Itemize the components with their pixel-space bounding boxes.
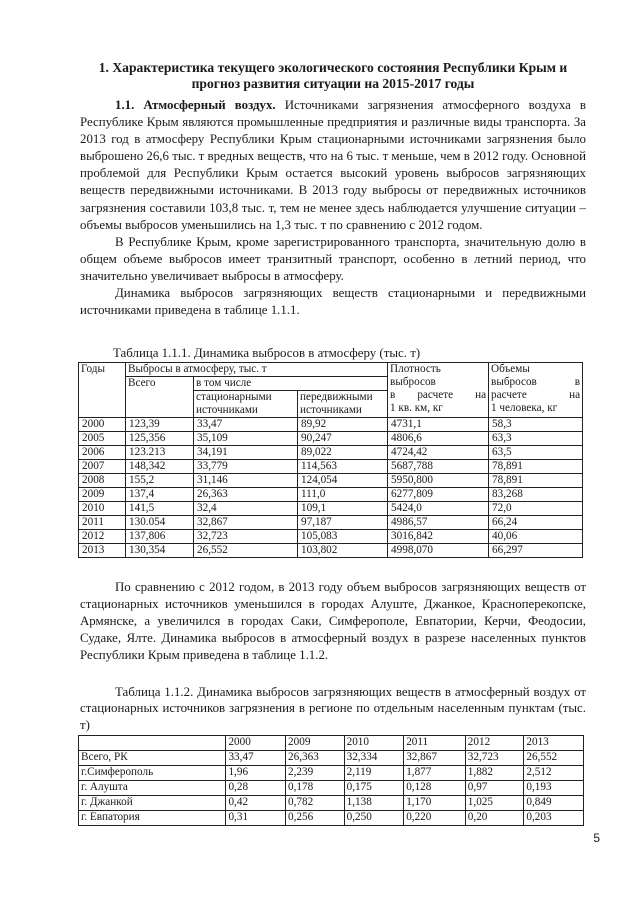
settlements-header-blank	[79, 736, 226, 751]
table-cell: 0,97	[465, 781, 524, 796]
table-cell: 1,025	[465, 796, 524, 811]
table-cell: 0,256	[286, 811, 345, 826]
table-cell: 2008	[79, 474, 126, 488]
table-cell: 0,849	[524, 796, 584, 811]
table-cell: 4806,6	[388, 432, 489, 446]
table-cell: 114,563	[298, 460, 388, 474]
table2-caption-block	[80, 684, 586, 733]
table-cell: 83,268	[489, 488, 583, 502]
table-cell: 1,882	[465, 766, 524, 781]
volume-word-vybrosov: выбросов	[491, 376, 537, 388]
volume-word-na: на	[569, 389, 581, 401]
table-cell: 125,356	[126, 432, 194, 446]
table-cell: 0,42	[226, 796, 286, 811]
table-row	[79, 530, 583, 544]
table-cell: 2012	[79, 530, 126, 544]
table-cell: 2000	[79, 418, 126, 432]
subsection-title: 1.1. Атмосферный воздух.	[115, 98, 276, 112]
table-cell: 4731,1	[388, 418, 489, 432]
table-row	[79, 502, 583, 516]
table-cell: 66,297	[489, 544, 583, 558]
table-cell: 32,334	[344, 751, 404, 766]
table-cell: 89,022	[298, 446, 388, 460]
table-cell: 2005	[79, 432, 126, 446]
table-cell: 4986,57	[388, 516, 489, 530]
table-cell: 155,2	[126, 474, 194, 488]
density-word-raschete: расчете	[417, 389, 454, 401]
density-line-3	[390, 389, 486, 402]
table-cell: 0,250	[344, 811, 404, 826]
table-cell: 137,806	[126, 530, 194, 544]
density-line-1: Плотность	[390, 363, 441, 375]
table-cell: 32,867	[404, 751, 466, 766]
table-cell: 5950,800	[388, 474, 489, 488]
paragraph-4-block	[80, 579, 586, 664]
table-cell: 2,239	[286, 766, 345, 781]
table-cell: 63,3	[489, 432, 583, 446]
emissions-table	[78, 362, 583, 558]
table-row	[79, 418, 583, 432]
table-cell: 6277,809	[388, 488, 489, 502]
table-cell: 103,802	[298, 544, 388, 558]
table-cell: 137,4	[126, 488, 194, 502]
year-header: 2013	[524, 736, 584, 751]
stationary-line-2: источниками	[196, 404, 258, 416]
table-cell: 4998,070	[388, 544, 489, 558]
table-cell: 0,193	[524, 781, 584, 796]
header-total: Всего	[126, 377, 194, 418]
paragraph-1	[80, 97, 586, 234]
table-cell: 0,175	[344, 781, 404, 796]
table-cell: 32,723	[194, 530, 298, 544]
settlement-name: Всего, РК	[79, 751, 226, 766]
volume-line-4: 1 человека, кг	[491, 402, 558, 414]
volume-word-raschete: расчете	[491, 389, 527, 401]
density-word-v: в	[390, 389, 396, 401]
table-cell: 1,170	[404, 796, 466, 811]
table-cell: 2,119	[344, 766, 404, 781]
table-cell: 0,128	[404, 781, 466, 796]
header-mobile	[298, 391, 388, 418]
settlements-table	[78, 735, 584, 826]
table-cell: 32,723	[465, 751, 524, 766]
table-row	[79, 811, 584, 826]
table-cell: 32,867	[194, 516, 298, 530]
table-cell: 58,3	[489, 418, 583, 432]
table-cell: 26,552	[524, 751, 584, 766]
settlement-name: г. Алушта	[79, 781, 226, 796]
heading-line-2: прогноз развития ситуации на 2015-2017 годы	[191, 76, 475, 91]
table-cell: 72,0	[489, 502, 583, 516]
table-cell: 1,96	[226, 766, 286, 781]
table-row	[79, 544, 583, 558]
table-cell: 78,891	[489, 474, 583, 488]
table-cell: 0,31	[226, 811, 286, 826]
year-header: 2009	[286, 736, 345, 751]
table-cell: 32,4	[194, 502, 298, 516]
header-volume	[489, 363, 583, 418]
volume-word-v: в	[574, 376, 581, 388]
table-cell: 124,054	[298, 474, 388, 488]
table-row	[79, 751, 584, 766]
table-cell: 0,178	[286, 781, 345, 796]
paragraph-1-text: Источниками загрязнения атмосферного воздуха в Республике Крым являются промышленные предприятия и различные виды транспорта. За 2013 год в атмосферу Республики Крым стационарными источниками загрязнения было выброшено 26,6 тыс. т вредных веществ, что на 6 тыс. т меньше, чем в 2012 году. Основной проблемой для Республики Крым остается высокий уровень выбросов загрязняющих веществ передвижными источниками. В 2013 году выбросы от передвижных источников загрязнения составили 103,8 тыс. т, тем не менее здесь наблюдается улучшение ситуации – объемы выбросов уменьшились на 1,3 тыс. т по сравнению с 2012 годом.	[80, 98, 586, 232]
table-cell: 90,247	[298, 432, 388, 446]
table-cell: 2013	[79, 544, 126, 558]
table-cell: 89,92	[298, 418, 388, 432]
header-stationary	[194, 391, 298, 418]
section-heading	[78, 60, 588, 92]
settlement-name: г.Симферополь	[79, 766, 226, 781]
year-header: 2000	[226, 736, 286, 751]
table-cell: 1,138	[344, 796, 404, 811]
table-cell: 26,363	[286, 751, 345, 766]
table-cell: 2006	[79, 446, 126, 460]
table-row	[79, 474, 583, 488]
table-cell: 105,083	[298, 530, 388, 544]
table-cell: 26,363	[194, 488, 298, 502]
table-cell: 5424,0	[388, 502, 489, 516]
table-cell: 0,220	[404, 811, 466, 826]
header-years: Годы	[79, 363, 126, 418]
table-cell: 123,39	[126, 418, 194, 432]
table-cell: 34,191	[194, 446, 298, 460]
mobile-line-2: источниками	[300, 404, 362, 416]
table2-caption: Таблица 1.1.2. Динамика выбросов загрязняющих веществ в атмосферный воздух от стационарных источников загрязнения в регионе по отдельным населенным пунктам (тыс. т)	[80, 685, 586, 732]
table-cell: 130,354	[126, 544, 194, 558]
year-header: 2011	[404, 736, 466, 751]
table-cell: 2009	[79, 488, 126, 502]
table-row	[79, 516, 583, 530]
table-cell: 130.054	[126, 516, 194, 530]
table-cell: 63,5	[489, 446, 583, 460]
settlement-name: г. Джанкой	[79, 796, 226, 811]
table-cell: 0,203	[524, 811, 584, 826]
volume-line-2	[491, 376, 580, 389]
intro-paragraphs	[80, 97, 586, 319]
table-cell: 2011	[79, 516, 126, 530]
table-cell: 0,782	[286, 796, 345, 811]
table-row	[79, 446, 583, 460]
table-cell: 0,28	[226, 781, 286, 796]
table1-caption: Таблица 1.1.1. Динамика выбросов в атмосферу (тыс. т)	[113, 346, 421, 360]
table-cell: 97,187	[298, 516, 388, 530]
header-density	[388, 363, 489, 418]
table-row	[79, 766, 584, 781]
density-line-2: выбросов	[390, 376, 436, 388]
table-cell: 66,24	[489, 516, 583, 530]
table-cell: 111,0	[298, 488, 388, 502]
table-row	[79, 432, 583, 446]
header-including: в том числе	[194, 377, 388, 391]
table-cell: 3016,842	[388, 530, 489, 544]
mobile-line-1: передвижными	[300, 391, 373, 403]
table-cell: 123.213	[126, 446, 194, 460]
density-word-na: на	[475, 389, 487, 401]
table-cell: 0,20	[465, 811, 524, 826]
paragraph-3: Динамика выбросов загрязняющих веществ стационарными и передвижными источниками приведена в таблице 1.1.1.	[80, 286, 586, 318]
year-header: 2012	[465, 736, 524, 751]
density-line-4: 1 кв. км, кг	[390, 402, 443, 414]
table-cell: 4724,42	[388, 446, 489, 460]
table-cell: 2,512	[524, 766, 584, 781]
table-cell: 31,146	[194, 474, 298, 488]
settlement-name: г. Евпатория	[79, 811, 226, 826]
page-number: 5	[593, 831, 600, 845]
table-row	[79, 781, 584, 796]
table-cell: 148,342	[126, 460, 194, 474]
table-row	[79, 488, 583, 502]
stationary-line-1: стационарными	[196, 391, 272, 403]
paragraph-4: По сравнению с 2012 годом, в 2013 году объем выбросов загрязняющих веществ от стационарных источников уменьшился в городах Алуште, Джанкое, Красноперекопске, Армянске, а увеличился в городах Саки, Симферополе, Евпатории, Керчи, Феодосии, Судаке, Ялте. Динамика выбросов в атмосферный воздух в разрезе населенных пунктов Республики Крым приведена в таблице 1.1.2.	[80, 580, 586, 663]
table-cell: 78,891	[489, 460, 583, 474]
table-cell: 26,552	[194, 544, 298, 558]
table-cell: 35,109	[194, 432, 298, 446]
table-cell: 109,1	[298, 502, 388, 516]
table-cell: 33,47	[194, 418, 298, 432]
year-header: 2010	[344, 736, 404, 751]
heading-line-1: 1. Характеристика текущего экологического состояния Республики Крым и	[98, 60, 568, 75]
volume-line-3	[491, 389, 580, 402]
volume-line-1: Объемы	[491, 363, 530, 375]
table-cell: 2010	[79, 502, 126, 516]
table-row	[79, 460, 583, 474]
table-cell: 141,5	[126, 502, 194, 516]
table-cell: 5687,788	[388, 460, 489, 474]
paragraph-2: В Республике Крым, кроме зарегистрированного транспорта, значительную долю в общем объеме выбросов имеет транзитный транспорт, особенно в летний период, что значительно увеличивает выбросы в атмосферу.	[80, 234, 586, 283]
table-cell: 40,06	[489, 530, 583, 544]
table-cell: 33,779	[194, 460, 298, 474]
header-emissions: Выбросы в атмосферу, тыс. т	[126, 363, 388, 377]
table-row	[79, 796, 584, 811]
settlements-header-row	[79, 736, 584, 751]
table-cell: 33,47	[226, 751, 286, 766]
table-cell: 2007	[79, 460, 126, 474]
table-cell: 1,877	[404, 766, 466, 781]
